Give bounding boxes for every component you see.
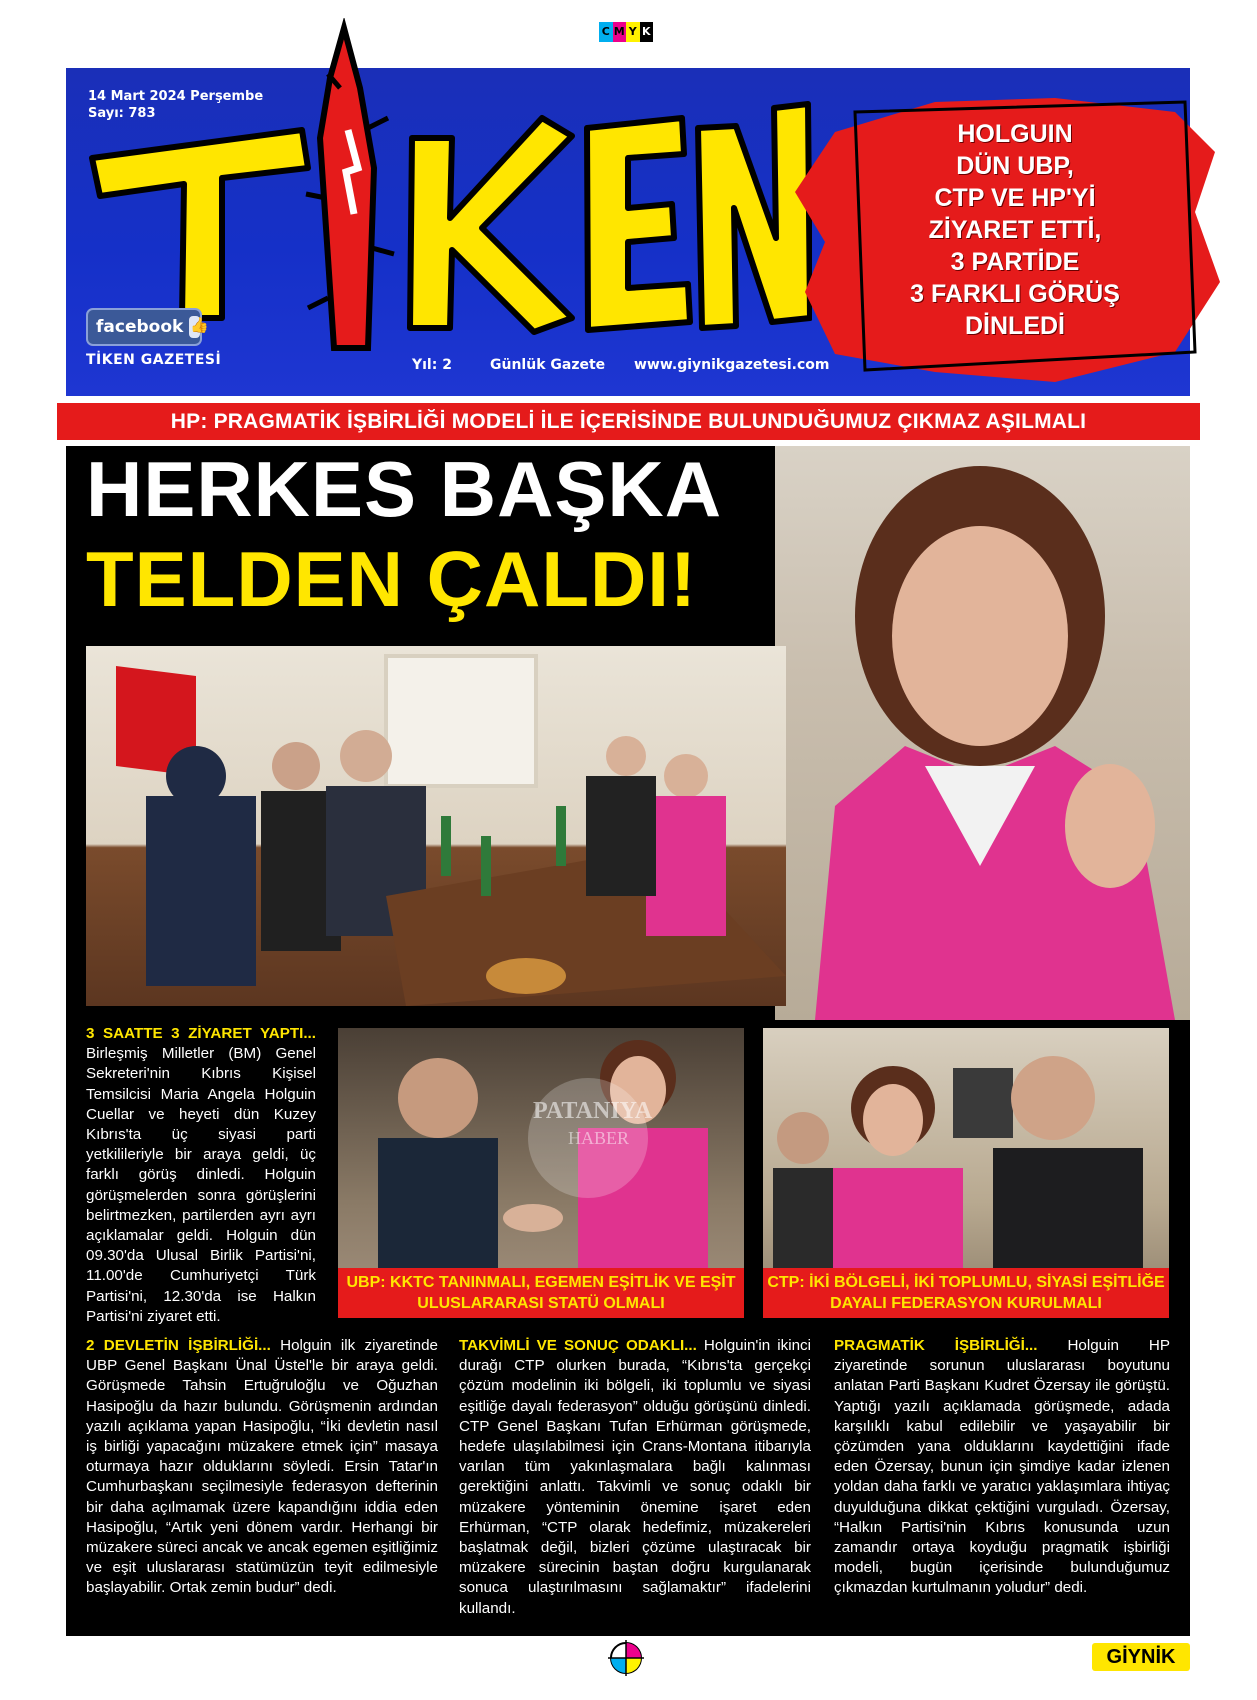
ubp-article-column xyxy=(86,1336,438,1599)
col3-lead: PRAGMATİK İŞBİRLİĞİ... xyxy=(834,1337,1038,1354)
ctp-caption: CTP: İKİ BÖLGELİ, İKİ TOPLUMLU, SİYASİ EŞİTLİĞE DAYALI FEDERASYON KURULMALI xyxy=(767,1274,1165,1312)
ubp-caption-box xyxy=(338,1268,744,1318)
thumbs-up-icon xyxy=(189,316,200,338)
facebook-badge[interactable] xyxy=(86,308,202,346)
intro-lead: 3 SAATTE 3 ZİYARET YAPTI... xyxy=(86,1025,316,1042)
giynik-brand-logo: GİYNİK xyxy=(1092,1643,1190,1671)
issue-info xyxy=(88,88,263,122)
intro-article xyxy=(86,1024,316,1327)
publication-year: Yıl: 2 xyxy=(412,357,452,373)
ubp-caption: UBP: KKTC TANINMALI, EGEMEN EŞİTLİK VE EŞİT ULUSLARARASI STATÜ OLMALI xyxy=(346,1274,736,1312)
teaser-line: 3 PARTİDE xyxy=(950,248,1080,276)
teaser-line: ZİYARET ETTİ, xyxy=(928,216,1102,244)
cmyk-k: K xyxy=(640,22,654,42)
hp-article-column xyxy=(834,1336,1170,1599)
main-headline-line-1: HERKES BAŞKA xyxy=(86,445,723,533)
teaser-line: 3 FARKLI GÖRÜŞ xyxy=(910,280,1120,308)
issue-number: Sayı: 783 xyxy=(88,106,156,121)
ctp-caption-box xyxy=(763,1268,1169,1318)
cmyk-m: M xyxy=(613,22,627,42)
registration-mark-icon xyxy=(608,1640,644,1676)
meeting-table-photo xyxy=(86,646,786,1006)
ubp-meeting-photo xyxy=(338,1028,744,1318)
main-headline-line-2: TELDEN ÇALDI! xyxy=(86,535,697,623)
facebook-page-name: TİKEN GAZETESİ xyxy=(86,352,222,368)
col1-lead: 2 DEVLETİN İŞBİRLİĞİ... xyxy=(86,1337,271,1354)
tiken-logo xyxy=(72,18,812,358)
col2-lead: TAKVİMLİ VE SONUÇ ODAKLI... xyxy=(459,1337,697,1354)
holguin-portrait-photo xyxy=(775,446,1190,1020)
teaser-line: DİNLEDİ xyxy=(965,312,1065,340)
ctp-article-column xyxy=(459,1336,811,1619)
teaser-line: CTP VE HP'Yİ xyxy=(934,184,1096,212)
teaser-headline xyxy=(870,118,1160,342)
intro-body: Birleşmiş Milletler (BM) Genel Sekreteri'nin Kıbrıs Kişisel Temsilcisi Maria Angela Holguin Cuellar ve heyeti dün Kuzey Kıbrıs'ta üç siyasi parti yetkilileriyle bir araya geldi, üç farklı görüş dinledi. Holguin görüşmelerden sonra görüşlerini belirtmezken, partilerden ayrı ayrı açıklamalar geldi. Holguin dün 09.30'da Ulusal Birlik Partisi'ni, 11.00'de Cumhuriyetçi Türk Partisi'ni, 12.30'da ise Halkın Partisi'ni ziyaret etti. xyxy=(86,1045,316,1325)
col1-body: Holguin ilk ziyaretinde UBP Genel Başkanı Ünal Üstel'le bir araya geldi. Görüşmede Tahsin Ertuğruloğlu ve Oğuzhan Hasipoğlu da hazır bulundu. Görüşmenin ardından yazılı açıklama yapan Hasipoğlu, “İki devletin nasıl iş birliği yapacağını müzakere etmek için” masaya oturmaya hazır olduklarını söyledi. Ersin Tatar'ın Cumhurbaşkanı seçilmesiyle federasyon defterinin bir daha açılmamak üzere kapandığını iddia eden Hasipoğlu, “Artık yeni dönem vardır. Herhangi bir müzakere süreci ancak ve ancak egemen eşitliğimiz ve eşit uluslararası statümüzün teyit edilmesiyle başlayabilir. Ortak zemin budur” dedi. xyxy=(86,1337,438,1597)
teaser-line: HOLGUIN xyxy=(957,120,1073,148)
cmyk-y: Y xyxy=(626,22,640,42)
cmyk-c: C xyxy=(599,22,613,42)
publication-frequency: Günlük Gazete xyxy=(490,357,606,373)
ctp-meeting-photo xyxy=(763,1028,1169,1318)
teaser-line: DÜN UBP, xyxy=(956,152,1074,180)
watermark-subtext: HABER xyxy=(568,1128,630,1148)
col3-body: Holguin HP ziyaretinde sorunun uluslararası boyutunu anlatan Parti Başkanı Kudret Özersay ile görüştü. Yaptığı yazılı açıklamada görüşmede, adada karşılıklı kabul edilebilir ve yaşayabilir bir çözümden yana olduklarını kaydettiğini ifade eden Özersay, bunun için şimdiye kadar izlenen yoldan daha farklı ve yaratıcı yaklaşımlara ihtiyaç duyulduğuna dikkat çektiğini vurguladı. Özersay, “Halkın Partisi'nin Kıbrıs konusunda uzun zamandır ortaya koyduğu pragmatik işbirliği modeli, bugün içerisinde bulunduğumuz çıkmazdan kurtulmanın yoludur” dedi. xyxy=(834,1337,1170,1597)
issue-date: 14 Mart 2024 Perşembe xyxy=(88,89,264,104)
watermark-text: PATANIYA xyxy=(533,1098,653,1124)
facebook-label: facebook xyxy=(96,317,184,337)
hp-headline-strip: HP: PRAGMATİK İŞBİRLİĞİ MODELİ İLE İÇERİSİNDE BULUNDUĞUMUZ ÇIKMAZ AŞILMALI xyxy=(57,403,1200,440)
website-link[interactable]: www.giynikgazetesi.com xyxy=(634,357,830,373)
col2-body: Holguin'in ikinci durağı CTP olurken burada, “Kıbrıs'ta gerçekçi çözüm modelinin iki bölgeli, iki toplumlu ve siyasi eşitliğe dayalı federasyon” olduğu görüşünü dinledi. CTP Genel Başkanı Tufan Erhürman görüşmede, hedefe ulaşılabilmesi için Crans-Montana itibarıyla varılan tüm yakınlaşmalara bağlı kalınması gerektiğini anlattı. Takvimli ve sonuç odaklı bir müzakere yönteminin önemine işaret eden Erhürman, “CTP olarak hedefimiz, müzakereleri başlatmak değil, bizleri çözüme ulaştıracak bir müzakere sürecinin baştan doğru kurgulanarak sonuca ulaştırılmasını sağlamaktır” ifadelerini kullandı. xyxy=(459,1337,811,1617)
